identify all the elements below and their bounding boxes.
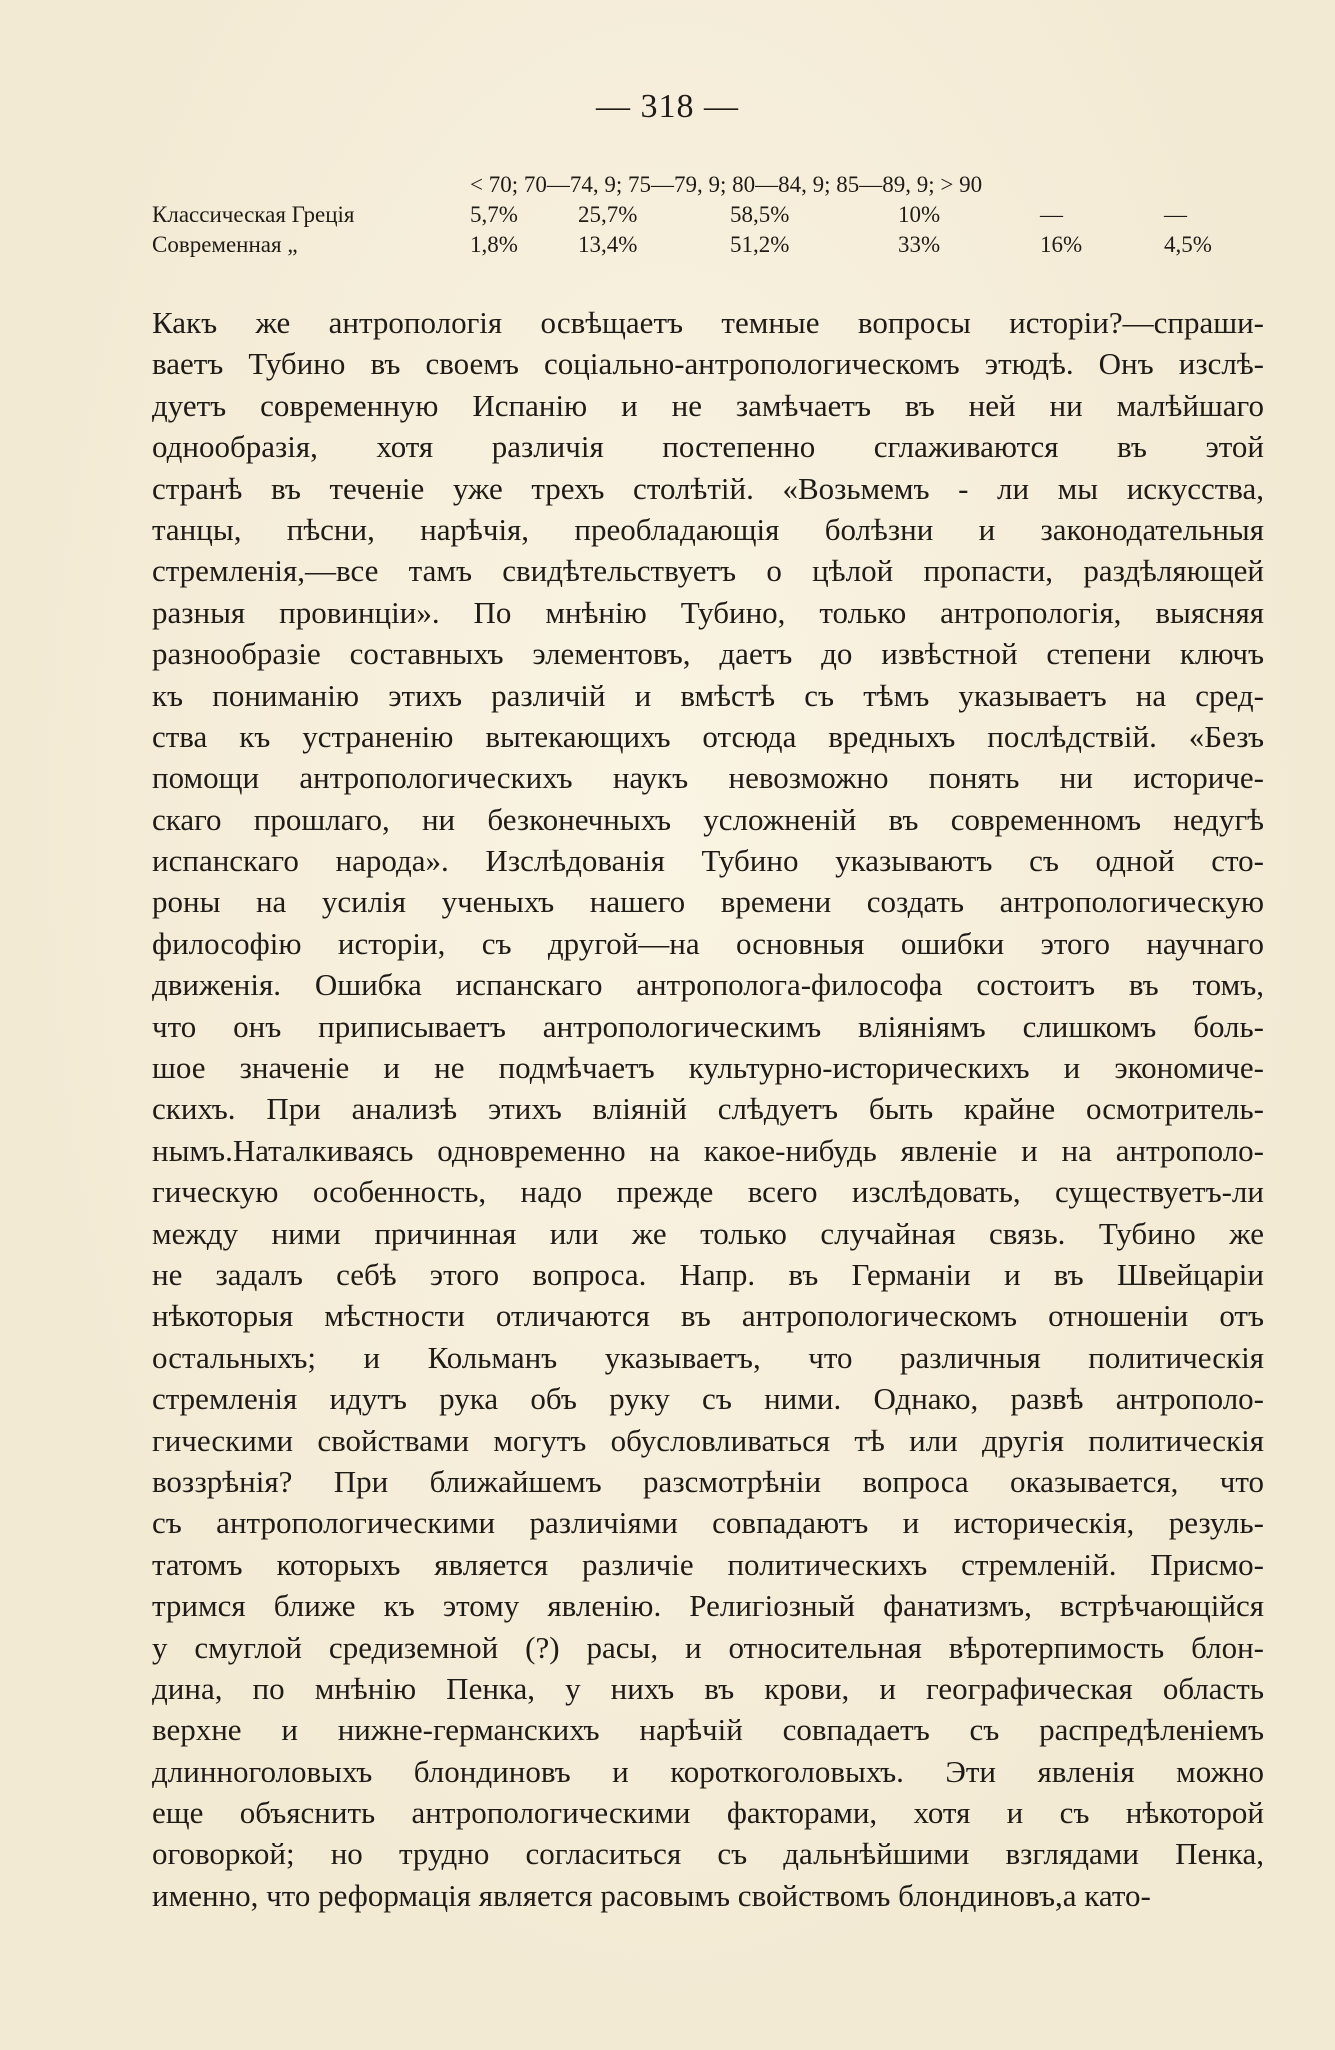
text-line: еще объяснить антропологическими факторами, хотя и съ нѣкоторой — [152, 1795, 1264, 1831]
text-line: воззрѣнія? При ближайшемъ разсмотрѣніи вопроса оказывается, что — [152, 1463, 1264, 1499]
text-line: оговоркой; но трудно согласиться съ дальнѣйшими взглядами Пенка, — [152, 1836, 1264, 1872]
text-line: роны на усилія ученыхъ нашего времени создать антропологическую — [152, 884, 1264, 920]
text-line: у смуглой средиземной (?) расы, и относительная вѣротерпимость блон- — [152, 1629, 1264, 1665]
body-paragraph — [152, 302, 1264, 1916]
table-row — [152, 230, 1262, 260]
text-line: съ антропологическими различіями совпадаютъ и историческія, резуль- — [152, 1505, 1264, 1541]
text-line: нѣкоторыя мѣстности отличаются въ антропологическомъ отношеніи отъ — [152, 1298, 1264, 1334]
table-cell: 5,7% — [470, 202, 518, 227]
table-cell: 10% — [898, 202, 941, 227]
table-cell: 33% — [898, 232, 941, 257]
text-line: ваетъ Тубино въ своемъ соціально-антропологическомъ этюдѣ. Онъ изслѣ- — [152, 346, 1264, 382]
cephalic-index-table — [152, 170, 1262, 260]
text-line: гическую особенность, надо прежде всего изслѣдовать, существуетъ-ли — [152, 1174, 1264, 1210]
table-cell: 4,5% — [1164, 232, 1212, 257]
text-line: верхне и нижне-германскихъ нарѣчій совпадаетъ съ распредѣленіемъ — [152, 1712, 1264, 1748]
text-line: скихъ. При анализѣ этихъ вліяній слѣдуетъ быть крайне осмотритель- — [152, 1091, 1264, 1127]
text-line: дина, по мнѣнію Пенка, у нихъ въ крови, и географическая область — [152, 1670, 1264, 1706]
text-line: разнообразіе составныхъ элементовъ, даетъ до извѣстной степени ключъ — [152, 636, 1264, 672]
text-line: ства къ устраненію вытекающихъ отсюда вредныхъ послѣдствій. «Безъ — [152, 718, 1264, 754]
text-line: стремленія,—все тамъ свидѣтельствуетъ о цѣлой пропасти, раздѣляющей — [152, 553, 1264, 589]
text-line: дуетъ современную Испанію и не замѣчаетъ въ ней ни малѣйшаго — [152, 387, 1264, 423]
table-header-bins: < 70; 70—74, 9; 75—79, 9; 80—84, 9; 85—89, 9; > 90 — [470, 172, 983, 197]
text-line: именно, что реформація является расовымъ свойствомъ блондиновъ,а като- — [152, 1877, 1151, 1913]
page-number: — 318 — — [596, 88, 739, 125]
text-line: тримся ближе къ этому явленію. Религіозный фанатизмъ, встрѣчающійся — [152, 1588, 1264, 1624]
text-line: танцы, пѣсни, нарѣчія, преобладающія болѣзни и законодательныя — [152, 511, 1264, 547]
table-cell: 16% — [1040, 232, 1083, 257]
table-cell: 25,7% — [578, 202, 638, 227]
text-line: къ пониманію этихъ различій и вмѣстѣ съ тѣмъ указываетъ на сред- — [152, 677, 1264, 713]
text-line: испанскаго народа». Изслѣдованія Тубино указываютъ съ одной сто- — [152, 843, 1264, 879]
text-line: нымъ.Наталкиваясь одновременно на какое-нибудь явленіе и на антрополо- — [152, 1132, 1264, 1168]
text-line: помощи антропологическихъ наукъ невозможно понять ни историче- — [152, 760, 1264, 796]
text-line: шое значеніе и не подмѣчаетъ культурно-историческихъ и экономиче- — [152, 1050, 1264, 1086]
table-row — [152, 200, 1262, 230]
text-line: что онъ приписываетъ антропологическимъ вліяніямъ слишкомъ боль- — [152, 1008, 1264, 1044]
text-line: философію исторіи, съ другой—на основныя ошибки этого научнаго — [152, 925, 1264, 961]
text-line: стремленія идутъ рука объ руку съ ними. Однако, развѣ антрополо- — [152, 1381, 1264, 1417]
text-line: странѣ въ теченіе уже трехъ столѣтій. «Возьмемъ - ли мы искусства, — [152, 470, 1264, 506]
table-cell: 13,4% — [578, 232, 638, 257]
table-cell: 58,5% — [730, 202, 790, 227]
table-cell: 1,8% — [470, 232, 518, 257]
text-line: скаго прошлаго, ни безконечныхъ усложненій въ современномъ недугѣ — [152, 801, 1264, 837]
text-line: однообразія, хотя различія постепенно сглаживаются въ этой — [152, 429, 1264, 465]
text-line: длинноголовыхъ блондиновъ и короткоголовыхъ. Эти явленія можно — [152, 1753, 1264, 1789]
table-cell: — — [1040, 202, 1063, 227]
table-row-label: Современная „ — [152, 232, 298, 257]
text-line: не задалъ себѣ этого вопроса. Напр. въ Германіи и въ Швейцаріи — [152, 1256, 1264, 1292]
table-header-row — [152, 170, 1262, 200]
text-line: разныя провинціи». По мнѣнію Тубино, только антропологія, выясняя — [152, 594, 1264, 630]
text-line: Какъ же антропологія освѣщаетъ темные вопросы исторіи?—спраши- — [152, 305, 1264, 340]
table-cell: — — [1164, 202, 1187, 227]
text-line: движенія. Ошибка испанскаго антрополога-философа состоитъ въ томъ, — [152, 967, 1264, 1003]
table-row-label: Классическая Греція — [152, 202, 355, 227]
table-cell: 51,2% — [730, 232, 790, 257]
text-line: татомъ которыхъ является различіе политическихъ стремленій. Присмо- — [152, 1546, 1264, 1582]
text-line: между ними причинная или же только случайная связь. Тубино же — [152, 1215, 1264, 1251]
text-line: остальныхъ; и Кольманъ указываетъ, что различныя политическія — [152, 1339, 1264, 1375]
text-line: гическими свойствами могутъ обусловливаться тѣ или другія политическія — [152, 1422, 1264, 1458]
